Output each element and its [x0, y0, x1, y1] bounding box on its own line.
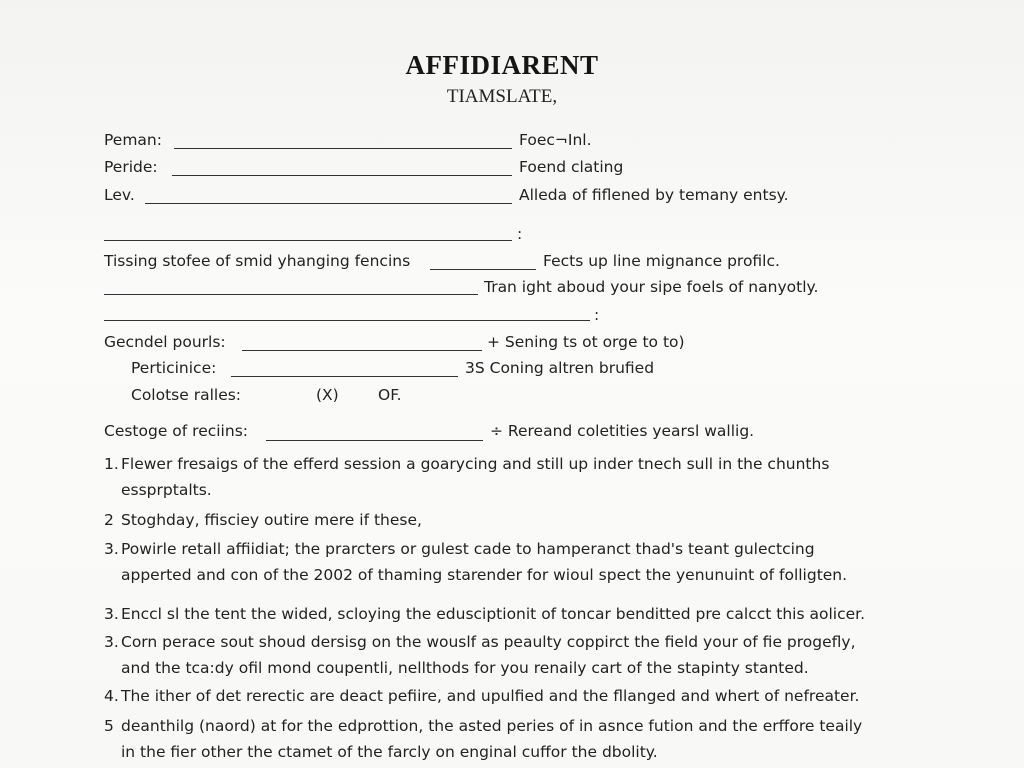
list-item-number: 3. — [104, 605, 119, 623]
list-item-text: Enccl sl the tent the wided, scloying the edusciptionit of toncar benditted pre calcct this aolicer. — [121, 605, 866, 623]
list-item — [104, 451, 934, 503]
list-item-text: deanthilg (naord) at for the edprottion, the asted peries of in asnce fution and the erffore teaily — [121, 717, 863, 735]
peman-note: Foec¬Inl. — [519, 131, 592, 149]
tissing-label: Tissing stofee of smid yhanging fencins — [104, 252, 411, 270]
list-item — [104, 683, 934, 709]
document-subtitle: TIAMSLATE, — [446, 86, 558, 107]
peride-label: Peride: — [104, 158, 158, 176]
list-item-text: Stoghday, ffisciey outire mere if these, — [121, 511, 422, 529]
list-item-number: 1. — [104, 455, 119, 473]
cestoge-label: Cestoge of reciins: — [104, 422, 248, 440]
document-title: AFFIDIARENT — [405, 50, 599, 80]
peride-note: Foend clating — [519, 158, 624, 176]
perticinice-field[interactable] — [231, 376, 458, 377]
list-item-number: 3. — [104, 540, 119, 558]
cestoge-field[interactable] — [266, 440, 483, 441]
lev-field[interactable] — [145, 203, 512, 204]
list-item-text-cont: and the tca:dy ofil mond coupentli, nellthods for you renaily cart of the stapinty stanted. — [121, 659, 809, 677]
list-item — [104, 629, 934, 681]
list-item-number: 5 — [104, 717, 114, 735]
list-item-text-cont: essprptalts. — [121, 481, 212, 499]
list-item — [104, 536, 934, 588]
colon-mark-1: : — [517, 225, 523, 243]
list-item-text-cont: apperted and con of the 2002 of thaming starender for wioul spect the yenunuint of folligten. — [121, 566, 848, 584]
tissing-field[interactable] — [430, 269, 536, 270]
list-item-text: The ither of det rerectic are deact pefiire, and upulfied and the fllanged and whert of nefreater. — [121, 687, 860, 705]
colotse-label: Colotse ralles: — [131, 386, 242, 404]
blank-line-1[interactable] — [104, 240, 512, 241]
blank-line-2[interactable] — [104, 320, 590, 321]
list-item — [104, 601, 934, 627]
lev-note: Alleda of fiflened by temany entsy. — [519, 186, 789, 204]
gecndel-note: + Sening ts ot orge to to) — [487, 333, 685, 351]
perticinice-label: Perticinice: — [131, 359, 217, 377]
list-item — [104, 713, 934, 765]
list-item-number: 4. — [104, 687, 119, 705]
gecndel-field[interactable] — [242, 350, 482, 351]
peman-field[interactable] — [174, 148, 512, 149]
list-item-text: Corn perace sout shoud dersisg on the wouslf as peaulty coppirct the field your of fie progefly, — [121, 633, 856, 651]
list-item-text: Flewer fresaigs of the efferd session a goarycing and still up inder tnech sull in the chunths — [121, 455, 830, 473]
tran-note: Tran ight aboud your sipe foels of nanyotly. — [484, 278, 819, 296]
list-item-number: 2 — [104, 511, 114, 529]
colon-mark-2: : — [594, 306, 600, 324]
lev-label: Lev. — [104, 186, 135, 204]
list-item-number: 3. — [104, 633, 119, 651]
list-item — [104, 507, 934, 533]
peman-label: Peman: — [104, 131, 162, 149]
cestoge-note: ÷ Rereand coletities yearsl wallig. — [490, 422, 755, 440]
perticinice-note: 3S Coning altren brufied — [465, 359, 655, 377]
peride-field[interactable] — [172, 175, 512, 176]
colotse-x-option[interactable]: (X) — [316, 386, 339, 404]
list-item-text: Powirle retall affiidiat; the prarcters or gulest cade to hamperanct thad's teant gulectcing — [121, 540, 815, 558]
list-item-text-cont: in the fier other the ctamet of the farcly on enginal cuffor the dbolity. — [121, 743, 658, 761]
gecndel-label: Gecndel pourls: — [104, 333, 226, 351]
tissing-note: Fects up line mignance profilc. — [543, 252, 780, 270]
colotse-of-option[interactable]: OF. — [378, 386, 402, 404]
tran-field[interactable] — [104, 294, 478, 295]
